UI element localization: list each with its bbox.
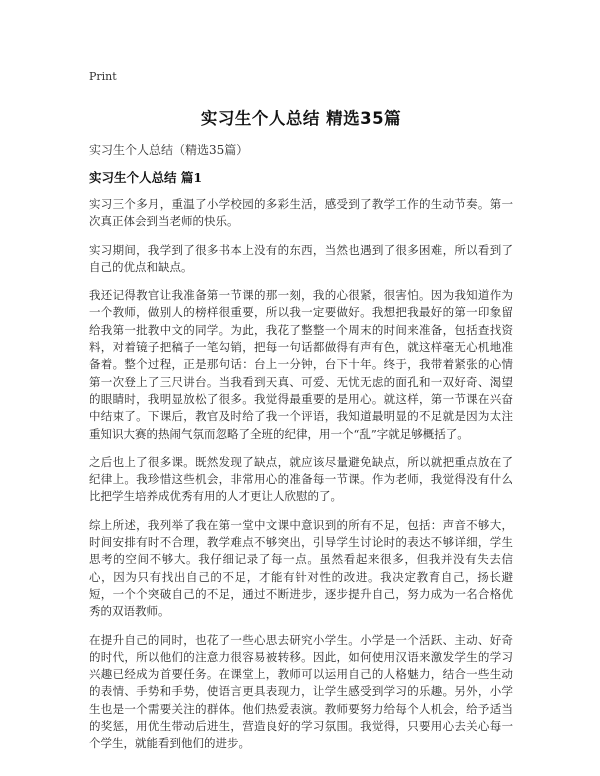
document-page <box>89 70 513 764</box>
paragraph-5: 综上所述，我列举了我在第一堂中文课中意识到的所有不足，包括：声音不够大，时间安排有时不合理，教学难点不够突出，引导学生讨论时的表达不够详细，学生思考的空间不够大。我仔细记录了每一点。虽然看起来很多，但我并没有失去信心，因为只有找出自己的不足，才能有针对性的改进。我决定教育自己，扬长避短，一个个突破自己的不足，通过不断进步，逐步提升自己，努力成为一名合格优秀的双语教师。 <box>89 517 513 619</box>
paragraph-4: 之后也上了很多课。既然发现了缺点，就应该尽量避免缺点，所以就把重点放在了纪律上。我珍惜这些机会，非常用心的准备每一节课。作为老师，我觉得没有什么比把学生培养成优秀有用的人才更让人欣慰的了。 <box>89 454 513 504</box>
document-subtitle: 实习生个人总结（精选35篇） <box>89 143 249 157</box>
paragraph-3: 我还记得教官让我准备第一节课的那一刻，我的心很紧，很害怕。因为我知道作为一个教师，做别人的榜样很重要，所以我一定要做好。我想把我最好的第一印象留给我第一批教中文的同学。为此，我花了整整一个周末的时间来准备，包括查找资料，对着镜子把稿子一笔勾销，把每一句话都做得有声有色，就这样毫无心机地准备着。整个过程，正是那句话：台上一分钟，台下十年。终于，我带着紧张的心情第一次登上了三尺讲台。当我看到天真、可爱、无忧无虑的面孔和一双好奇、渴望的眼睛时，我明显放松了很多。我觉得最重要的是用心。就这样，第一节课在兴奋中结束了。下课后，教官及时给了我一个评语，我知道最明显的不足就是因为太注重知识大赛的热闹气氛而忽略了全班的纪律，用一个“乱”字就足够概括了。 <box>89 288 513 441</box>
paragraph-6: 在提升自己的同时，也花了一些心思去研究小学生。小学是一个活跃、主动、好奇的时代，所以他们的注意力很容易被转移。因此，如何使用汉语来激发学生的学习兴趣已经成为首要任务。在课堂上，教师可以运用自己的人格魅力，结合一些生动的表情、手势和手势，使语言更具表现力，让学生感受到学习的乐趣。另外，小学生也是一个需要关注的群体。他们热爱表演。教师要努力给每个人机会，给予适当的奖惩，用优生带动后进生，营造良好的学习氛围。我觉得，只要用心去关心每一个学生，就能看到他们的进步。 <box>89 632 513 751</box>
document-title: 实习生个人总结 精选35篇 <box>200 109 402 128</box>
paragraph-1: 实习三个多月，重温了小学校园的多彩生活，感受到了教学工作的生动节奏。第一次真正体会到当老师的快乐。 <box>89 197 513 229</box>
paragraph-2: 实习期间，我学到了很多书本上没有的东西，当然也遇到了很多困难，所以看到了自己的优点和缺点。 <box>89 242 513 274</box>
section-heading: 实习生个人总结 篇1 <box>89 170 203 185</box>
print-link[interactable]: Print <box>89 70 117 83</box>
